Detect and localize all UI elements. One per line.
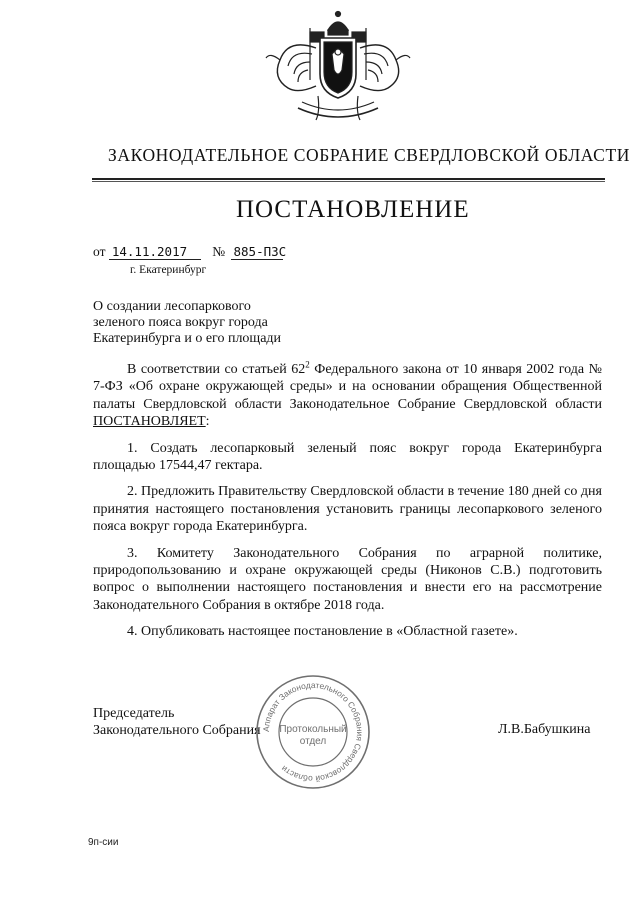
stamp-center-line: Протокольный xyxy=(279,724,347,735)
preamble-paragraph xyxy=(93,361,602,431)
document-date: 14.11.2017 xyxy=(109,245,201,260)
number-sign: № xyxy=(212,244,226,259)
resolution-item: 4. Опубликовать настоящее постановление в «Областной газете». xyxy=(127,624,518,640)
signer-title-line: Законодательного Собрания xyxy=(93,723,261,739)
document-subject xyxy=(93,299,333,347)
resolves-tail: : xyxy=(205,414,210,430)
signer-title-line: Председатель xyxy=(93,706,175,721)
resolution-item: 1. Создать лесопарковый зеленый пояс вокруг города Екатеринбурга площадью 17544,47 гектара. xyxy=(93,440,602,474)
resolution-item: 2. Предложить Правительству Свердловской области в течение 180 дней со дня принятия настоящего постановления установить границы лесопаркового зеленого пояса вокруг города Екатеринбурга. xyxy=(93,484,602,535)
signer-position xyxy=(93,705,261,740)
coat-of-arms-emblem xyxy=(258,8,418,130)
article-superscript: 2 xyxy=(305,359,310,370)
document-type-heading: ПОСТАНОВЛЕНИЕ xyxy=(236,196,470,223)
stamp-center-line: отдел xyxy=(299,736,327,747)
organization-title: ЗАКОНОДАТЕЛЬНОЕ СОБРАНИЕ СВЕРДЛОВСКОЙ ОБЛАСТИ xyxy=(108,145,630,165)
date-prefix: от xyxy=(93,244,106,259)
signer-name: Л.В.Бабушкина xyxy=(498,722,591,737)
document-city: г. Екатеринбург xyxy=(130,264,207,276)
document-number: 885-ПЗС xyxy=(231,245,283,260)
stamp-ring-text: Аппарат Законодательного Собрания Свердловской области xyxy=(260,679,366,785)
preamble-text-start: В соответствии со статьей 62 xyxy=(127,362,306,377)
resolves-word: ПОСТАНОВЛЯЕТ xyxy=(93,414,206,430)
document-body xyxy=(93,361,602,650)
preamble-text-end: Федерального закона от 10 января 2002 года № 7-ФЗ «Об охране окружающей среды» и на основании обращения Общественной палаты Свердловской области Законодательное Собрание Свердловской области xyxy=(93,362,602,412)
header-divider-thin xyxy=(92,181,605,182)
header-divider-thick xyxy=(92,178,605,180)
footer-code: 9п-сии xyxy=(88,837,119,848)
official-stamp xyxy=(253,672,373,792)
subject-line: зеленого пояса вокруг города xyxy=(93,315,268,330)
subject-line: О создании лесопаркового xyxy=(93,299,251,314)
subject-line: Екатеринбурга и о его площади xyxy=(93,331,282,346)
resolution-item: 3. Комитету Законодательного Собрания по аграрной политике, природопользованию и охране окружающей среды (Никонов С.В.) подготовить вопрос о выполнении настоящего постановления и внести его на рассмотрение Законодательного Собрания в октябре 2018 года. xyxy=(93,545,602,613)
document-date-number-line xyxy=(93,244,287,260)
